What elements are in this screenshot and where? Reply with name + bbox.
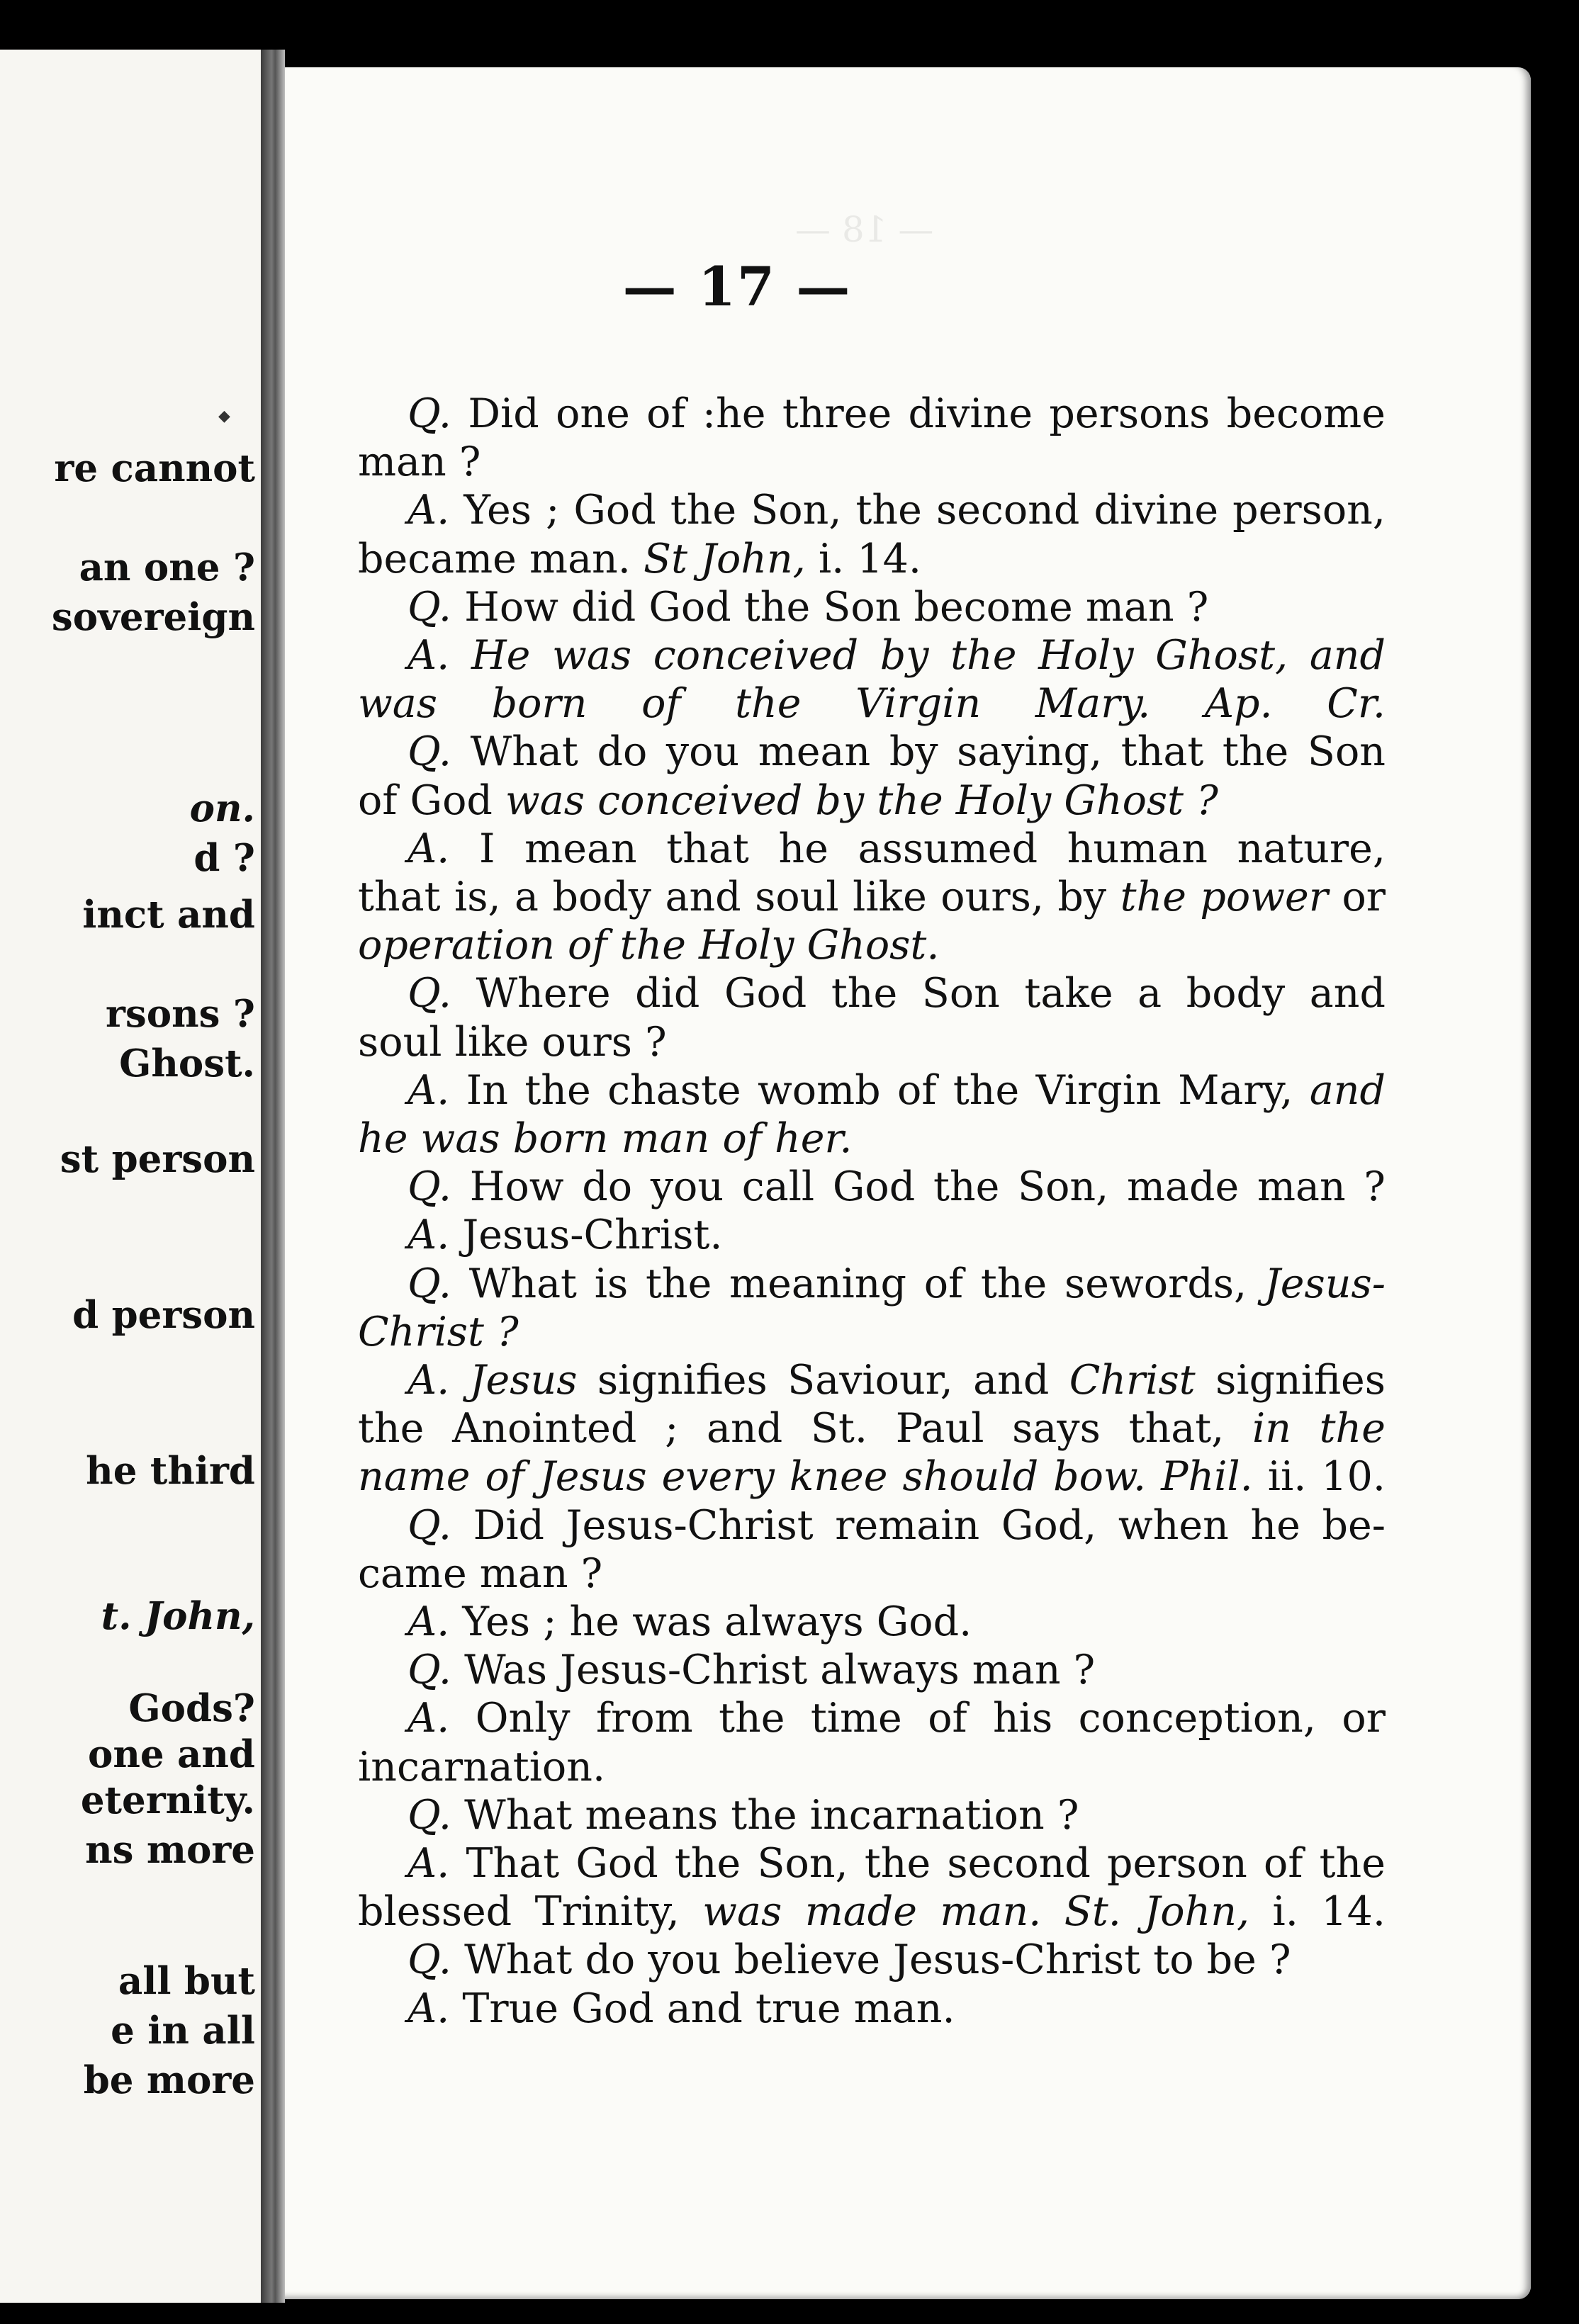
line-text: Where did God the Son take a body and [451,970,1386,1017]
text-line [358,535,921,583]
text-line [408,1791,1079,1839]
qa-marker: A. [408,1840,450,1887]
italic-text: He was conceived by the Holy Ghost, [449,632,1288,679]
line-text: the Anointed ; and St. Paul says that, [358,1405,1252,1452]
text-line [408,1163,1386,1211]
left-page-fragment: d person [72,1293,255,1337]
qa-marker: Q. [408,1163,452,1211]
qa-marker: A. [408,1212,450,1259]
italic-text: Christ ? [358,1308,519,1355]
ink-speck: ◆ [218,407,230,425]
italic-text: was made man. [702,1888,1042,1936]
text-line [408,1501,1386,1550]
text-line [408,969,1386,1017]
line-text: Did one of :he three divine persons become [451,390,1386,437]
line-text: How did God the Son become man ? [451,583,1209,631]
qa-marker: A. [408,825,450,872]
line-text: man ? [358,439,481,486]
line-text: i. 14. [1249,1888,1386,1936]
left-page-fragment: rsons ? [106,992,255,1036]
text-line [358,921,939,969]
page-number: — 17 — [622,255,852,318]
qa-marker: Q. [408,970,452,1017]
text-line [408,1839,1386,1888]
line-text: became man. [358,535,644,582]
line-text: True God and true man. [449,1985,955,2032]
text-line [358,1888,1386,1936]
italic-text: Christ [1069,1357,1196,1404]
text-line [408,1066,1386,1115]
text-line [408,631,1386,679]
italic-text: and [1309,1066,1386,1114]
line-text: i. 14. [805,535,922,582]
italic-text: operation of the Holy Ghost. [358,922,940,969]
line-text: In the chaste womb of the Virgin Mary, [449,1066,1310,1114]
qa-marker: A. [408,1985,450,2032]
left-page-fragment: e in all [111,2009,255,2053]
left-page-fragment: sovereign [51,595,255,639]
italic-text: Ap. Cr. [1204,680,1386,728]
line-text: or [1327,874,1386,920]
left-page-fragment: he third [86,1449,255,1493]
line-text [1150,680,1205,727]
book-gutter [261,50,285,2303]
left-page-fragment: be more [83,2058,255,2102]
italic-text: St. John, [1064,1888,1250,1936]
text-line [408,1260,1386,1308]
text-line [408,1356,1386,1404]
line-text: How do you call God the Son, made man ? [451,1163,1386,1211]
left-page-fragment: one and [88,1732,255,1776]
text-line [358,1308,519,1356]
italic-text: he was born man of her. [358,1115,853,1162]
italic-text: name of Jesus every knee should bow. [358,1453,1147,1501]
text-line [358,679,1386,728]
bleed-through-page-number: — 18 — [795,209,934,250]
italic-text: Jesus- [1264,1260,1386,1307]
left-page-fragment: ns more [85,1828,255,1872]
left-page-fragment: all but [118,1959,255,2003]
qa-marker: Q. [408,583,452,631]
qa-marker: A. [408,1357,450,1404]
line-text: What is the meaning of the sewords, [451,1260,1264,1307]
left-page-fragment: re cannot [54,446,255,490]
left-page [0,50,261,2303]
text-line [358,438,481,486]
text-line [408,1646,1095,1694]
line-text: Was Jesus-Christ always man ? [451,1647,1096,1694]
text-line [358,1452,1386,1501]
text-line [358,1404,1386,1452]
qa-marker: A. [408,1695,450,1742]
qa-marker: A. [408,1598,450,1645]
line-text: incarnation. [358,1743,606,1790]
left-page-fragment: t. John, [101,1594,255,1638]
left-page-fragment: eternity. [80,1778,255,1822]
qa-marker: A. [408,1066,450,1114]
italic-text: Jesus [449,1357,578,1404]
line-text: What do you believe Jesus-Christ to be ? [451,1936,1291,1984]
line-text: ii. 10. [1252,1453,1386,1501]
italic-text: the power [1120,874,1328,920]
italic-text: was born of the Virgin Mary. [358,680,1151,728]
qa-marker: Q. [408,1260,452,1307]
line-text: That God the Son, the second person of the [449,1840,1386,1887]
italic-text: was conceived by the Holy Ghost ? [505,777,1218,824]
text-line [408,1936,1291,1984]
text-line [408,728,1386,776]
left-page-fragment: an one ? [79,546,255,590]
line-text [1288,632,1310,679]
left-page-fragment: on. [189,786,255,830]
text-line [408,486,1386,534]
line-text: I mean that he assumed human nature, [449,825,1386,872]
left-page-fragment: Gods? [128,1686,255,1730]
line-text: Did Jesus-Christ remain God, when he be- [451,1501,1386,1549]
text-line [358,1743,605,1791]
left-page-fragment: inct and [82,893,255,937]
line-text: Yes ; he was always God. [449,1598,972,1645]
line-text [1041,1888,1064,1935]
text-line [408,1694,1386,1742]
line-text: Jesus-Christ. [449,1212,723,1259]
qa-marker: Q. [408,1647,452,1694]
line-text: Only from the time of his conception, or [449,1695,1386,1742]
line-text: that is, a body and soul like ours, by [358,874,1120,920]
qa-marker: A. [408,487,450,534]
line-text: signifies Saviour, and [577,1357,1069,1404]
qa-marker: Q. [408,1501,452,1549]
qa-marker: Q. [408,1936,452,1984]
qa-marker: Q. [408,1791,452,1839]
italic-text: St John, [644,535,806,582]
qa-marker: A. [408,632,450,679]
text-line [408,1211,723,1259]
line-text: blessed Trinity, [358,1888,703,1936]
text-line [408,390,1386,438]
line-text: soul like ours ? [358,1018,667,1066]
italic-text: Phil. [1161,1453,1253,1501]
text-line [408,1598,972,1646]
left-page-fragments [0,50,261,2303]
text-line [408,583,1208,631]
left-page-fragment: Ghost. [119,1042,255,1085]
qa-marker: Q. [408,390,452,437]
line-text: What do you mean by saying, that the Son [451,728,1386,776]
italic-text: and [1309,632,1386,679]
text-line [408,1985,955,2033]
line-text: What means the incarnation ? [451,1791,1079,1839]
text-line [358,1018,667,1066]
line-text: Yes ; God the Son, the second divine person, [449,487,1386,534]
text-line [408,825,1386,873]
line-text: signifies [1195,1357,1386,1404]
left-page-fragment: st person [60,1137,255,1181]
text-line [358,873,1386,921]
line-text: of God [358,777,505,824]
line-text [1146,1453,1161,1500]
qa-marker: Q. [408,728,452,776]
text-line [358,777,1218,825]
text-line [358,1115,853,1163]
text-line [358,1550,602,1598]
line-text: came man ? [358,1550,603,1597]
italic-text: in the [1252,1405,1386,1452]
left-page-fragment: d ? [193,836,255,880]
